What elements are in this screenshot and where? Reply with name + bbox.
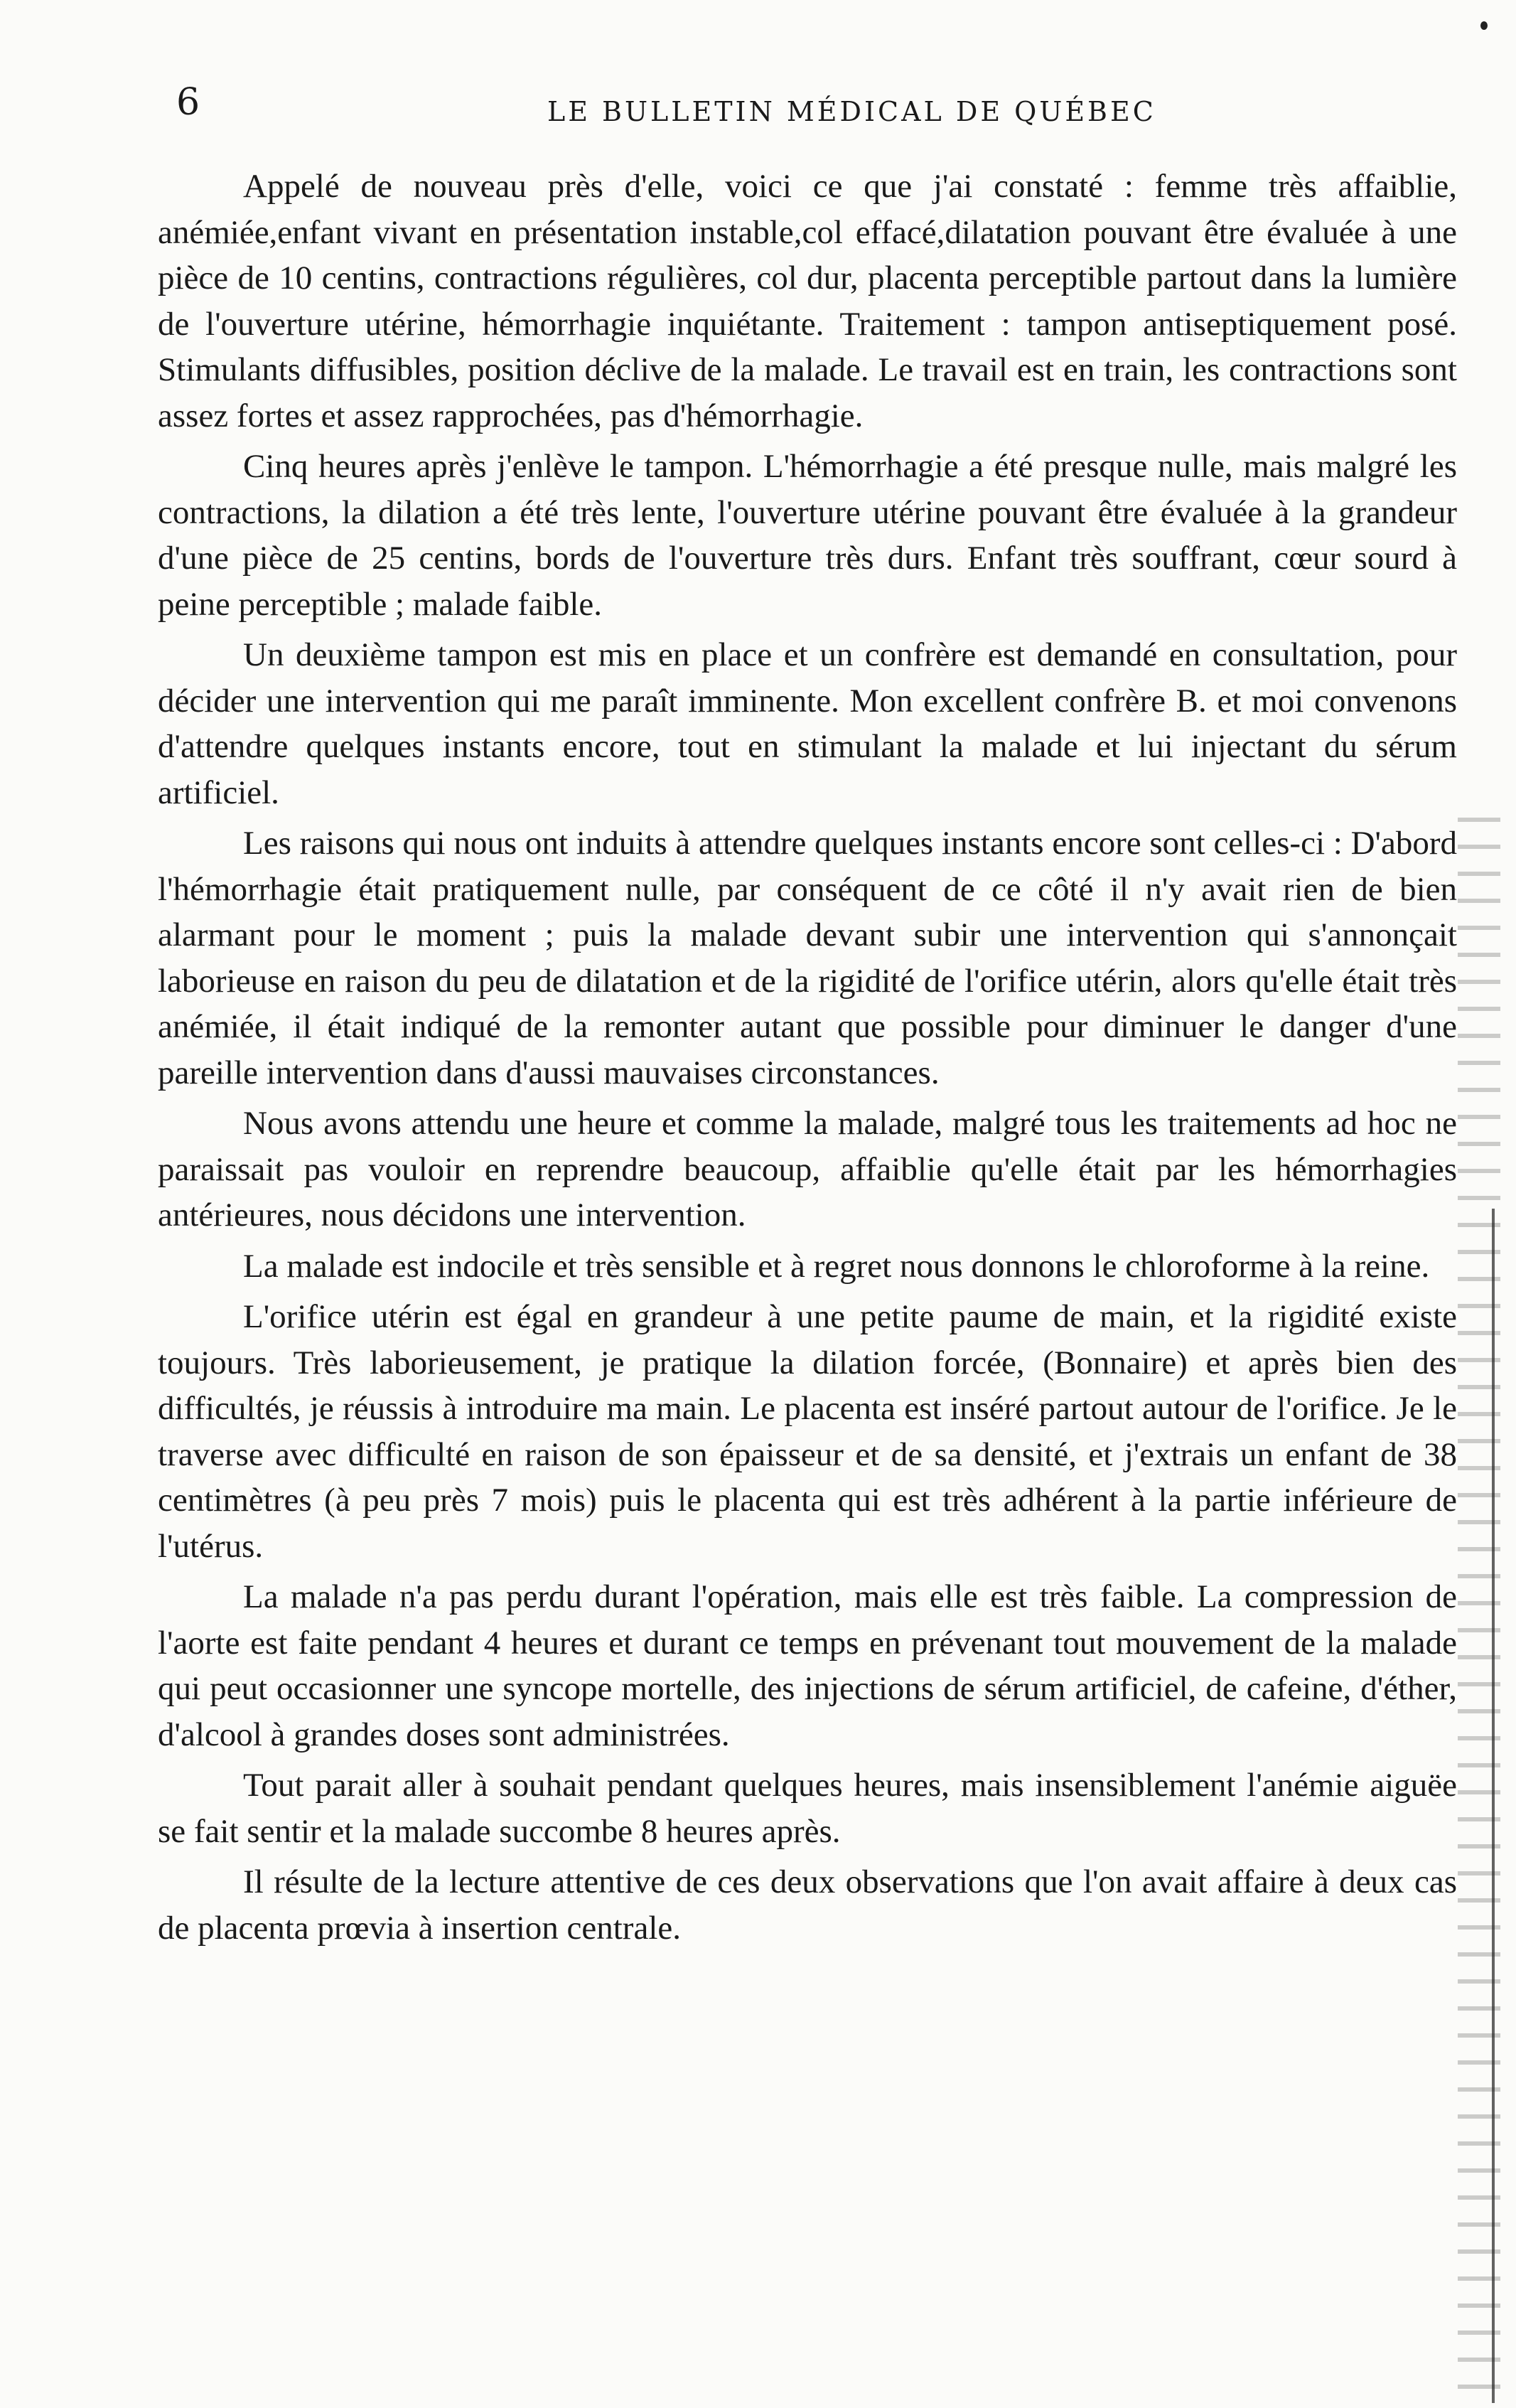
paragraph: L'orifice utérin est égal en grandeur à une petite paume de main, et la rigidité existe toujours. Très laborieusement, je pratique la dilation forcée, (Bonnaire) et après bien des difficultés, je réussis à introduire ma main. Le placenta est inséré partout autour de l'orifice. Je le traverse avec difficulté en raison de son épaisseur et de sa densité, et j'extrais un enfant de 38 centimètres (à peu près 7 mois) puis le placenta qui est très adhérent à la partie inférieure de l'utérus. bbox=[158, 1298, 1457, 1565]
paragraph: Tout parait aller à souhait pendant quelques heures, mais insensiblement l'anémie aiguëe se fait sentir et la malade succombe 8 heures après. bbox=[158, 1767, 1457, 1850]
paragraph: Nous avons attendu une heure et comme la malade, malgré tous les traitements ad hoc ne paraissait pas vouloir en reprendre beaucoup, affaiblie qu'elle était par les hémorrhagies antérieures, nous décidons une intervention. bbox=[158, 1105, 1457, 1234]
paragraph: Les raisons qui nous ont induits à attendre quelques instants encore sont celles-ci : D'abord l'hémorrhagie était pratiquement nulle, par conséquent de ce côté il n'y avait rien de bien alarmant pour le moment ; puis la malade devant subir une intervention qui s'annonçait laborieuse en raison du peu de dilatation et de la rigidité de l'orifice utérin, alors qu'elle était très anémiée, il était indiqué de la remonter autant que possible pour diminuer le danger d'une pareille intervention dans d'aussi mauvaises circonstances. bbox=[158, 825, 1457, 1091]
paragraph: Cinq heures après j'enlève le tampon. L'hémorrhagie a été presque nulle, mais malgré les contractions, la dilation a été très lente, l'ouverture utérine pouvant être évaluée à la grandeur d'une pièce de 25 centins, bords de l'ouverture très durs. Enfant très souffrant, cœur sourd à peine perceptible ; malade faible. bbox=[158, 448, 1457, 623]
scan-edge-line bbox=[1492, 1209, 1495, 2403]
page-number: 6 bbox=[176, 81, 200, 124]
running-title: LE BULLETIN MÉDICAL DE QUÉBEC bbox=[547, 96, 1156, 127]
article-body bbox=[158, 164, 1457, 1956]
paragraph: Il résulte de la lecture attentive de ces deux observations que l'on avait affaire à deux cas de placenta prœvia à insertion centrale. bbox=[158, 1863, 1457, 1947]
paragraph: Appelé de nouveau près d'elle, voici ce que j'ai constaté : femme très affaiblie, anémiée,enfant vivant en présentation instable,col effacé,dilatation pouvant être évaluée à une pièce de 10 centins, contractions régulières, col dur, placenta perceptible partout dans la lumière de l'ouverture utérine, hémorrhagie inquiétante. Traitement : tampon antiseptiquement posé. Stimulants diffusibles, position déclive de la malade. Le travail est en train, les contractions sont assez fortes et assez rapprochées, pas d'hémorrhagie. bbox=[158, 168, 1457, 434]
paragraph: La malade n'a pas perdu durant l'opération, mais elle est très faible. La compression de l'aorte est faite pendant 4 heures et durant ce temps en prévenant tout mouvement de la malade qui peut occasionner une syncope mortelle, des injections de sérum artificiel, de cafeine, d'éther, d'alcool à grandes doses sont administrées. bbox=[158, 1578, 1457, 1753]
ink-speck bbox=[1480, 21, 1488, 30]
paragraph: La malade est indocile et très sensible et à regret nous donnons le chloroforme à la reine. bbox=[243, 1247, 1430, 1285]
paragraph: Un deuxième tampon est mis en place et un confrère est demandé en consultation, pour décider une intervention qui me paraît imminente. Mon excellent confrère B. et moi convenons d'attendre quelques instants encore, tout en stimulant la malade et lui injectant du sérum artificiel. bbox=[158, 636, 1457, 811]
